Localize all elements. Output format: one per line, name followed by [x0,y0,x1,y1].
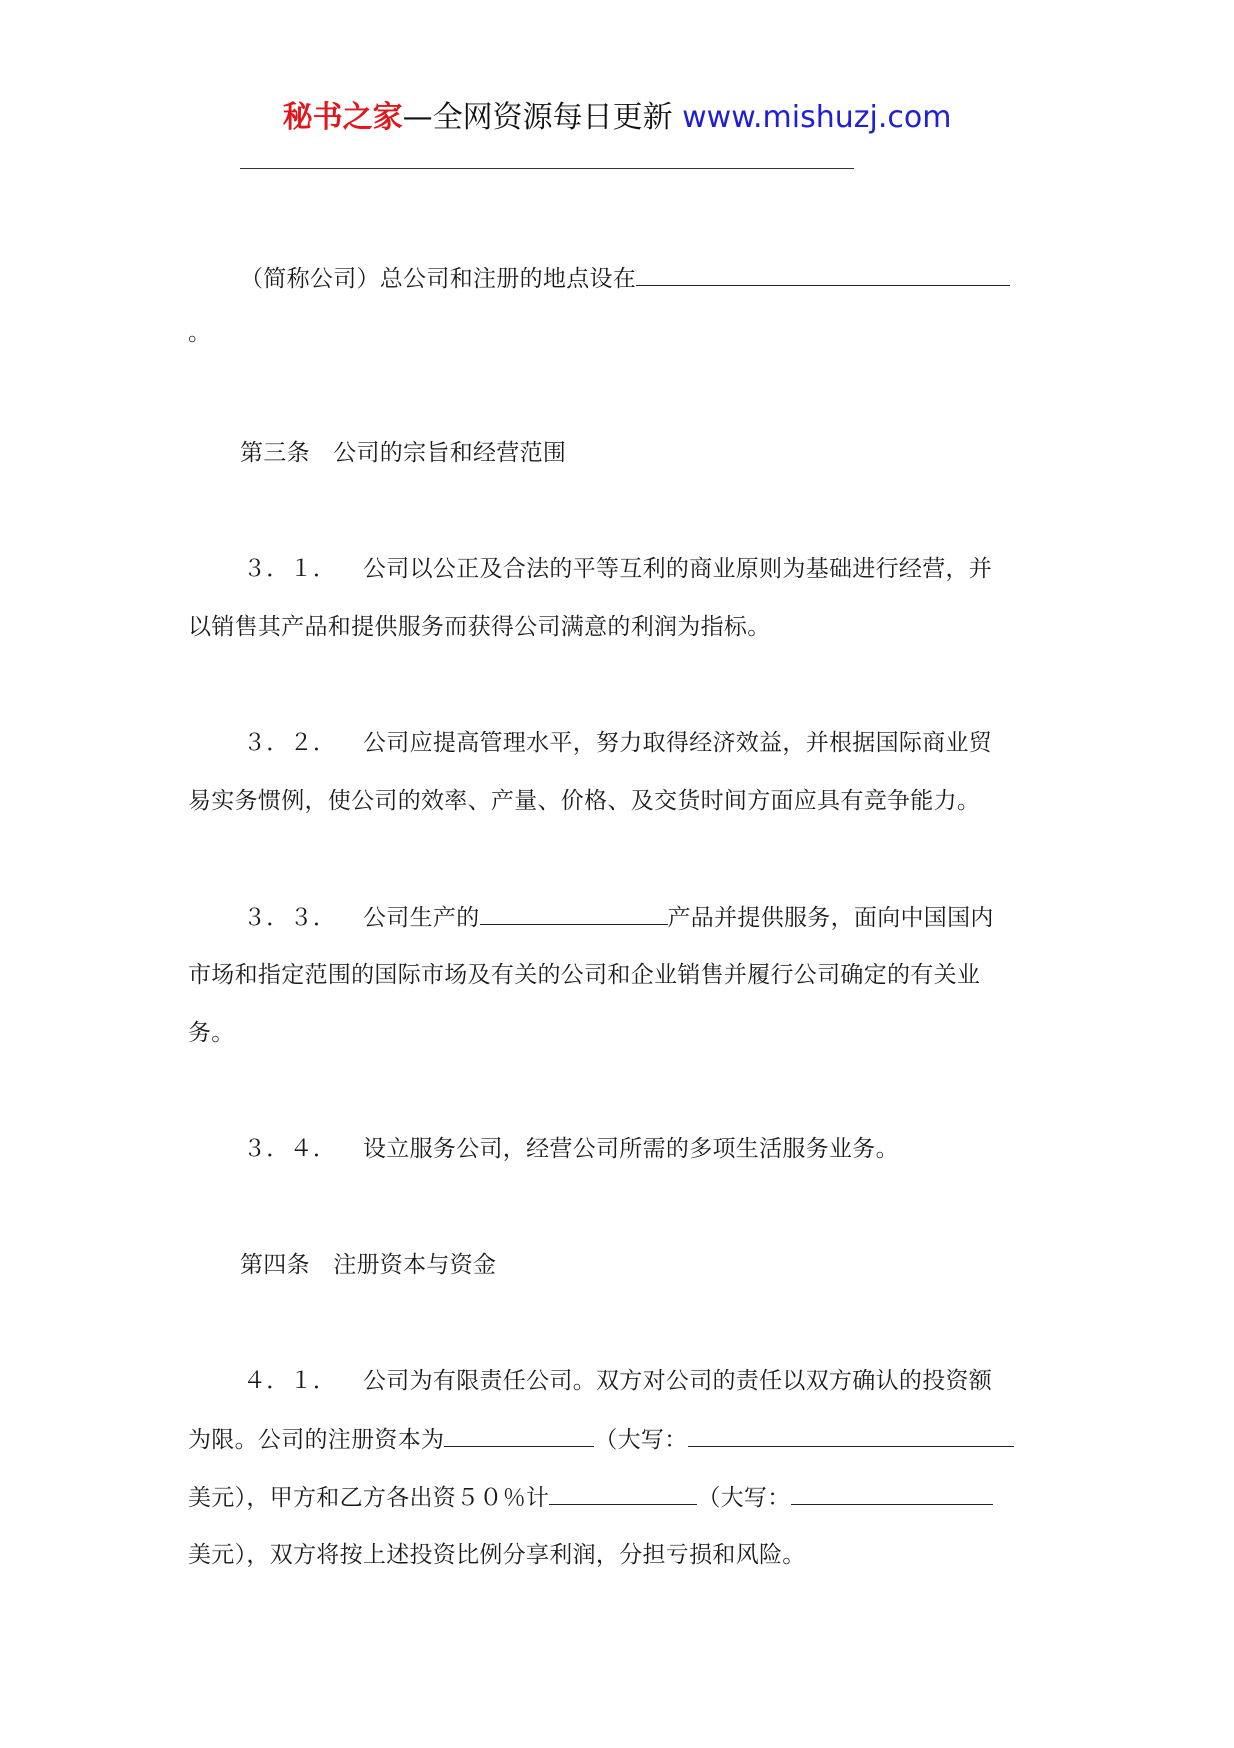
fill-blank[interactable] [791,1482,993,1505]
fill-blank[interactable] [444,1424,594,1447]
text: 公司为有限责任公司。双方对公司的责任以双方确认的投资额 [363,1368,993,1394]
clause-3-3-line [243,902,994,933]
paragraph-line [240,263,1010,294]
clause-number: ３．４． [243,1136,337,1162]
slogan: —全网资源每日更新 [402,100,673,135]
clause-3-3-line: 市场和指定范围的国际市场及有关的公司和企业销售并履行公司确定的有关业 [188,962,981,988]
clause-3-1-line: 以销售其产品和提供服务而获得公司满意的利润为指标。 [188,614,771,640]
fill-blank[interactable] [688,1424,1014,1447]
text: 美元），甲方和乙方各出资５０％计 [188,1485,550,1511]
clause-number: ３．１． [243,556,337,582]
text: （简称公司）总公司和注册的地点设在 [240,266,637,292]
text: （大写： [594,1427,688,1453]
fill-blank[interactable] [549,1482,697,1505]
site-url[interactable]: www.mishuzj.com [682,100,952,135]
text: 产品并提供服务，面向中国国内 [667,905,994,931]
text: （大写： [697,1485,791,1511]
brand-name: 秘书之家 [282,100,403,135]
clause-number: ３．２． [243,730,337,756]
article-3-title: 第三条 公司的宗旨和经营范围 [240,440,567,466]
fill-blank[interactable] [480,902,668,925]
clause-4-1-line: 美元），双方将按上述投资比例分享利润，分担亏损和风险。 [188,1542,806,1568]
text: 公司以公正及合法的平等互利的商业原则为基础进行经营，并 [363,556,993,582]
clause-3-2-line: 易实务惯例，使公司的效率、产量、价格、及交货时间方面应具有竞争能力。 [188,788,981,814]
site-header [0,98,1234,138]
header-divider [240,168,854,169]
text: 为限。公司的注册资本为 [188,1427,445,1453]
clause-4-1-line [188,1424,1014,1455]
clause-number: ３．３． [243,905,337,931]
clause-number: ４．１． [243,1368,337,1394]
paragraph-line [188,318,211,348]
fill-blank[interactable] [636,263,1010,286]
clause-3-2-line [243,728,992,758]
clause-3-1-line [243,554,992,584]
clause-4-1-line [243,1366,992,1396]
article-4-title: 第四条 注册资本与资金 [240,1252,497,1278]
clause-3-3-line: 务。 [188,1020,235,1046]
text: 。 [188,320,212,346]
text: 公司应提高管理水平，努力取得经济效益，并根据国际商业贸 [363,730,993,756]
text: 公司生产的 [363,905,480,931]
text: 设立服务公司，经营公司所需的多项生活服务业务。 [363,1136,899,1162]
clause-3-4-line [243,1134,899,1164]
clause-4-1-line [188,1482,993,1513]
